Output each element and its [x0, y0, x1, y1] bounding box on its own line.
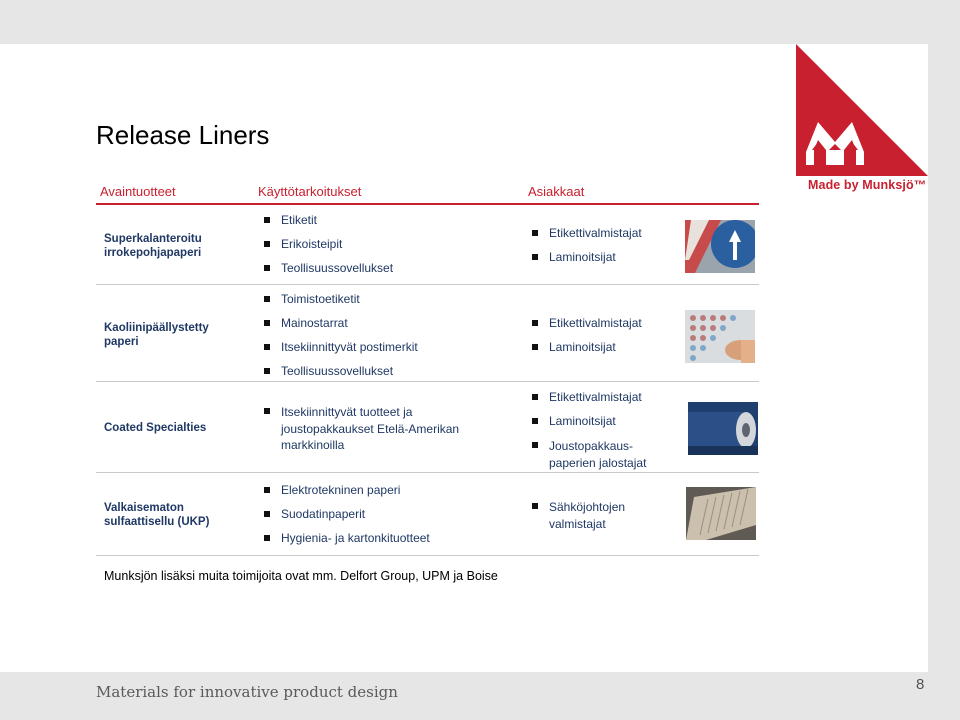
- list-item: Etiketit: [262, 213, 482, 228]
- list-item: Laminoitsijat: [530, 250, 670, 265]
- row-divider: [96, 555, 759, 556]
- label-sheet-photo: [685, 310, 755, 363]
- row-divider: [96, 381, 759, 382]
- list-item: Itsekiinnittyvät tuotteet ja joustopakkaukset Etelä-Amerikan markkinoilla: [262, 404, 487, 454]
- list-item: Itsekiinnittyvät postimerkit: [262, 340, 482, 355]
- product-name: Coated Specialties: [104, 422, 207, 434]
- list-item: Hygienia- ja kartonkituotteet: [262, 531, 482, 546]
- customers-list: [530, 390, 670, 471]
- header-customers: Asiakkaat: [528, 184, 585, 199]
- page-number: 8: [916, 676, 925, 693]
- uses-list: [262, 404, 487, 454]
- header-divider: [96, 203, 759, 205]
- uses-list: [262, 483, 482, 546]
- product-name: Superkalanteroitu irrokepohjapaperi: [104, 233, 202, 259]
- list-item: Toimistoetiketit: [262, 292, 482, 307]
- list-item: Elektrotekninen paperi: [262, 483, 482, 498]
- paper-roll-photo: [688, 402, 758, 455]
- product-name: Valkaisematon sulfaattisellu (UKP): [104, 502, 210, 528]
- product-name: Kaoliinipäällystetty paperi: [104, 322, 209, 348]
- list-item: Suodatinpaperit: [262, 507, 482, 522]
- tagline: Materials for innovative product design: [96, 683, 398, 701]
- list-item: Sähköjohtojen valmistajat: [530, 499, 650, 532]
- customers-list: [530, 316, 670, 355]
- uses-list: [262, 292, 482, 379]
- header-uses: Käyttötarkoitukset: [258, 184, 362, 199]
- page-title: Release Liners: [96, 120, 270, 150]
- list-item: Etikettivalmistajat: [530, 316, 670, 331]
- customers-list: [530, 499, 650, 532]
- list-item: Mainostarrat: [262, 316, 482, 331]
- uses-list: [262, 213, 482, 276]
- header-products: Avaintuotteet: [100, 184, 176, 199]
- list-item: Laminoitsijat: [530, 414, 670, 429]
- list-item: Erikoisteipit: [262, 237, 482, 252]
- customers-list: [530, 226, 670, 265]
- logo-text: Made by Munksjö™: [808, 178, 927, 192]
- list-item: Etikettivalmistajat: [530, 390, 670, 405]
- row-divider: [96, 284, 759, 285]
- road-sign-photo: [685, 220, 755, 273]
- list-item: Etikettivalmistajat: [530, 226, 670, 241]
- row-divider: [96, 472, 759, 473]
- list-item: Laminoitsijat: [530, 340, 670, 355]
- pleated-filter-photo: [686, 487, 756, 540]
- list-item: Joustopakkaus-paperien jalostajat: [530, 438, 664, 471]
- footnote: Munksjön lisäksi muita toimijoita ovat mm. Delfort Group, UPM ja Boise: [104, 569, 498, 583]
- list-item: Teollisuussovellukset: [262, 364, 482, 379]
- list-item: Teollisuussovellukset: [262, 261, 482, 276]
